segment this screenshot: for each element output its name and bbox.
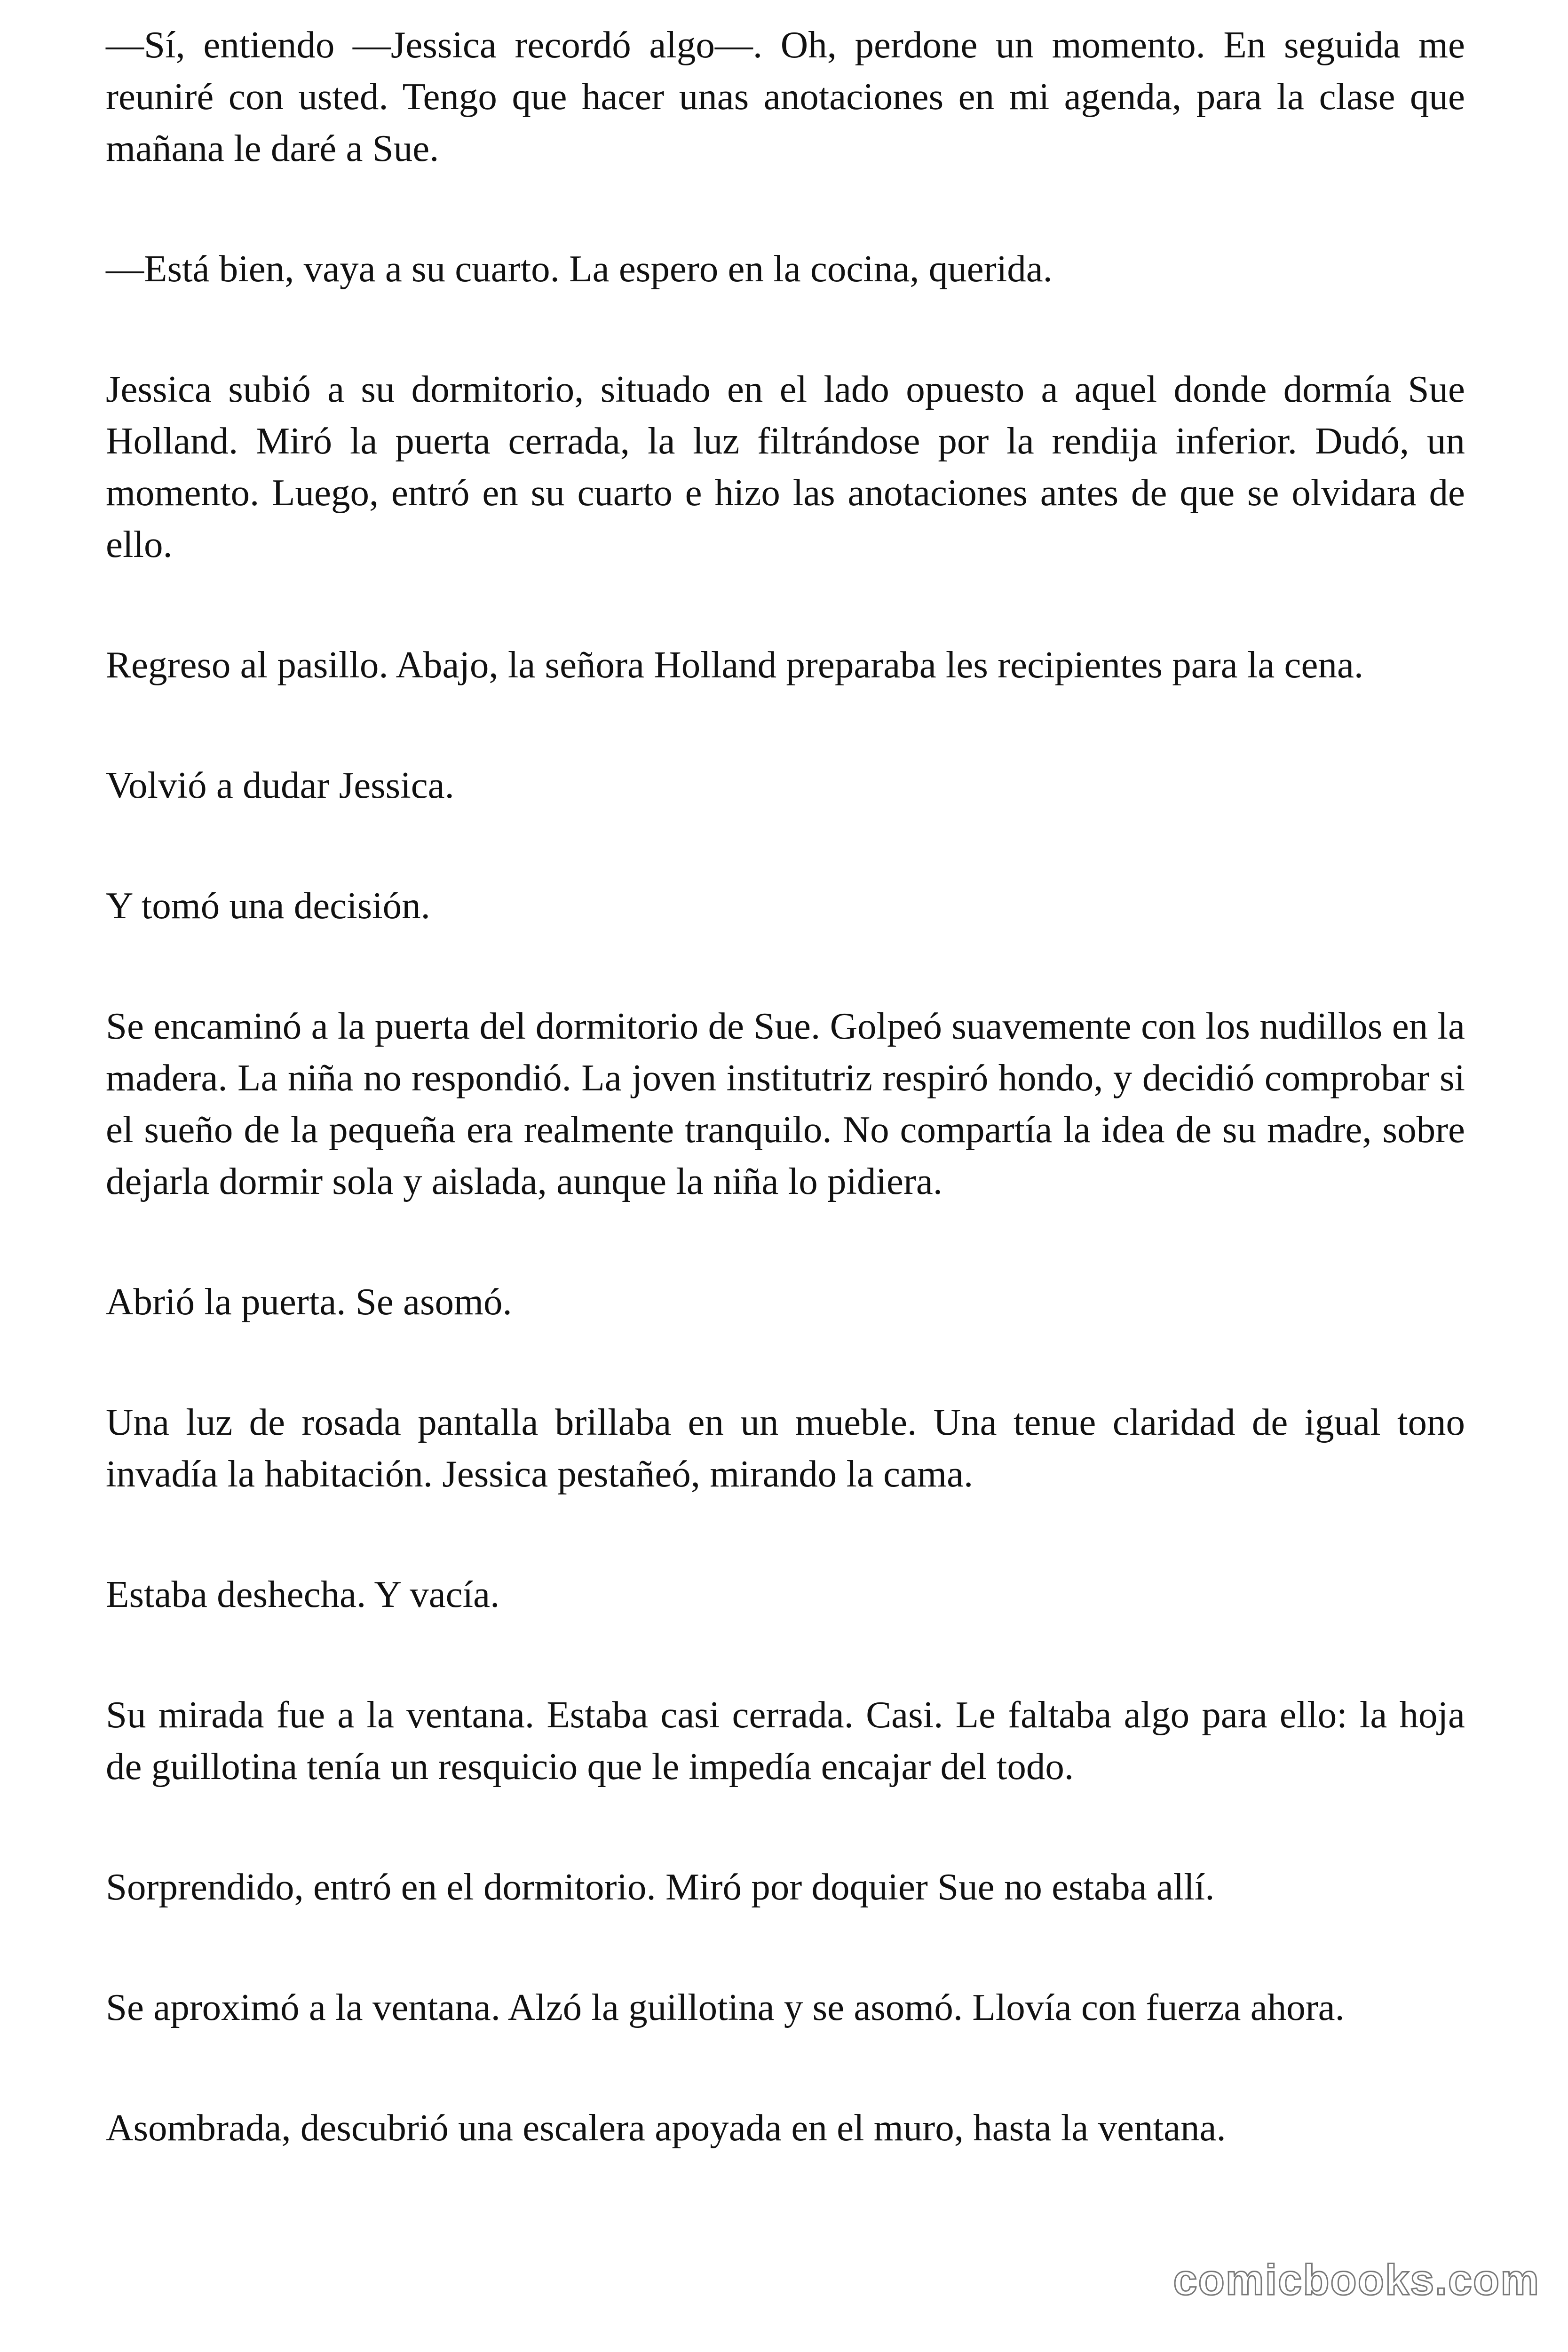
- paragraph: Jessica subió a su dormitorio, situado en el lado opuesto a aquel donde dormía Sue Holland. Miró la puerta cerrada, la luz filtrándose por la rendija inferior. Dudó, un momento. Luego, entró en su cuarto e hizo las anotaciones antes de que se olvidara de ello.: [106, 368, 1465, 565]
- paragraph: Estaba deshecha. Y vacía.: [106, 1573, 500, 1615]
- paragraph: Se encaminó a la puerta del dormitorio de Sue. Golpeó suavemente con los nudillos en la madera. La niña no respondió. La joven institutriz respiró hondo, y decidió comprobar si el sueño de la pequeña era realmente tranquilo. No compartía la idea de su madre, sobre dejarla dormir sola y aislada, aunque la niña lo pidiera.: [106, 1005, 1465, 1202]
- paragraph: Volvió a dudar Jessica.: [106, 764, 454, 806]
- paragraph: Abrió la puerta. Se asomó.: [106, 1280, 512, 1323]
- paragraph: Asombrada, descubrió una escalera apoyada en el muro, hasta la ventana.: [106, 2106, 1226, 2149]
- paragraph: Y tomó una decisión.: [106, 884, 430, 927]
- paragraph: Una luz de rosada pantalla brillaba en un mueble. Una tenue claridad de igual tono invadía la habitación. Jessica pestañeó, mirando la cama.: [106, 1401, 1465, 1495]
- paragraph: —Sí, entiendo —Jessica recordó algo—. Oh, perdone un momento. En seguida me reuniré con usted. Tengo que hacer unas anotaciones en mi agenda, para la clase que mañana le daré a Sue.: [106, 24, 1465, 169]
- paragraph: —Está bien, vaya a su cuarto. La espero en la cocina, querida.: [106, 247, 1053, 290]
- paragraph: Sorprendido, entró en el dormitorio. Miró por doquier Sue no estaba allí.: [106, 1866, 1215, 1908]
- watermark: comicbooks.com: [1173, 2256, 1540, 2304]
- text-body: [106, 19, 1465, 2153]
- paragraph: Se aproximó a la ventana. Alzó la guillotina y se asomó. Llovía con fuerza ahora.: [106, 1986, 1345, 2028]
- paragraph: Su mirada fue a la ventana. Estaba casi cerrada. Casi. Le faltaba algo para ello: la hoja de guillotina tenía un resquicio que le impedía encajar del todo.: [106, 1693, 1465, 1788]
- paragraph: Regreso al pasillo. Abajo, la señora Holland preparaba les recipientes para la cena.: [106, 644, 1364, 686]
